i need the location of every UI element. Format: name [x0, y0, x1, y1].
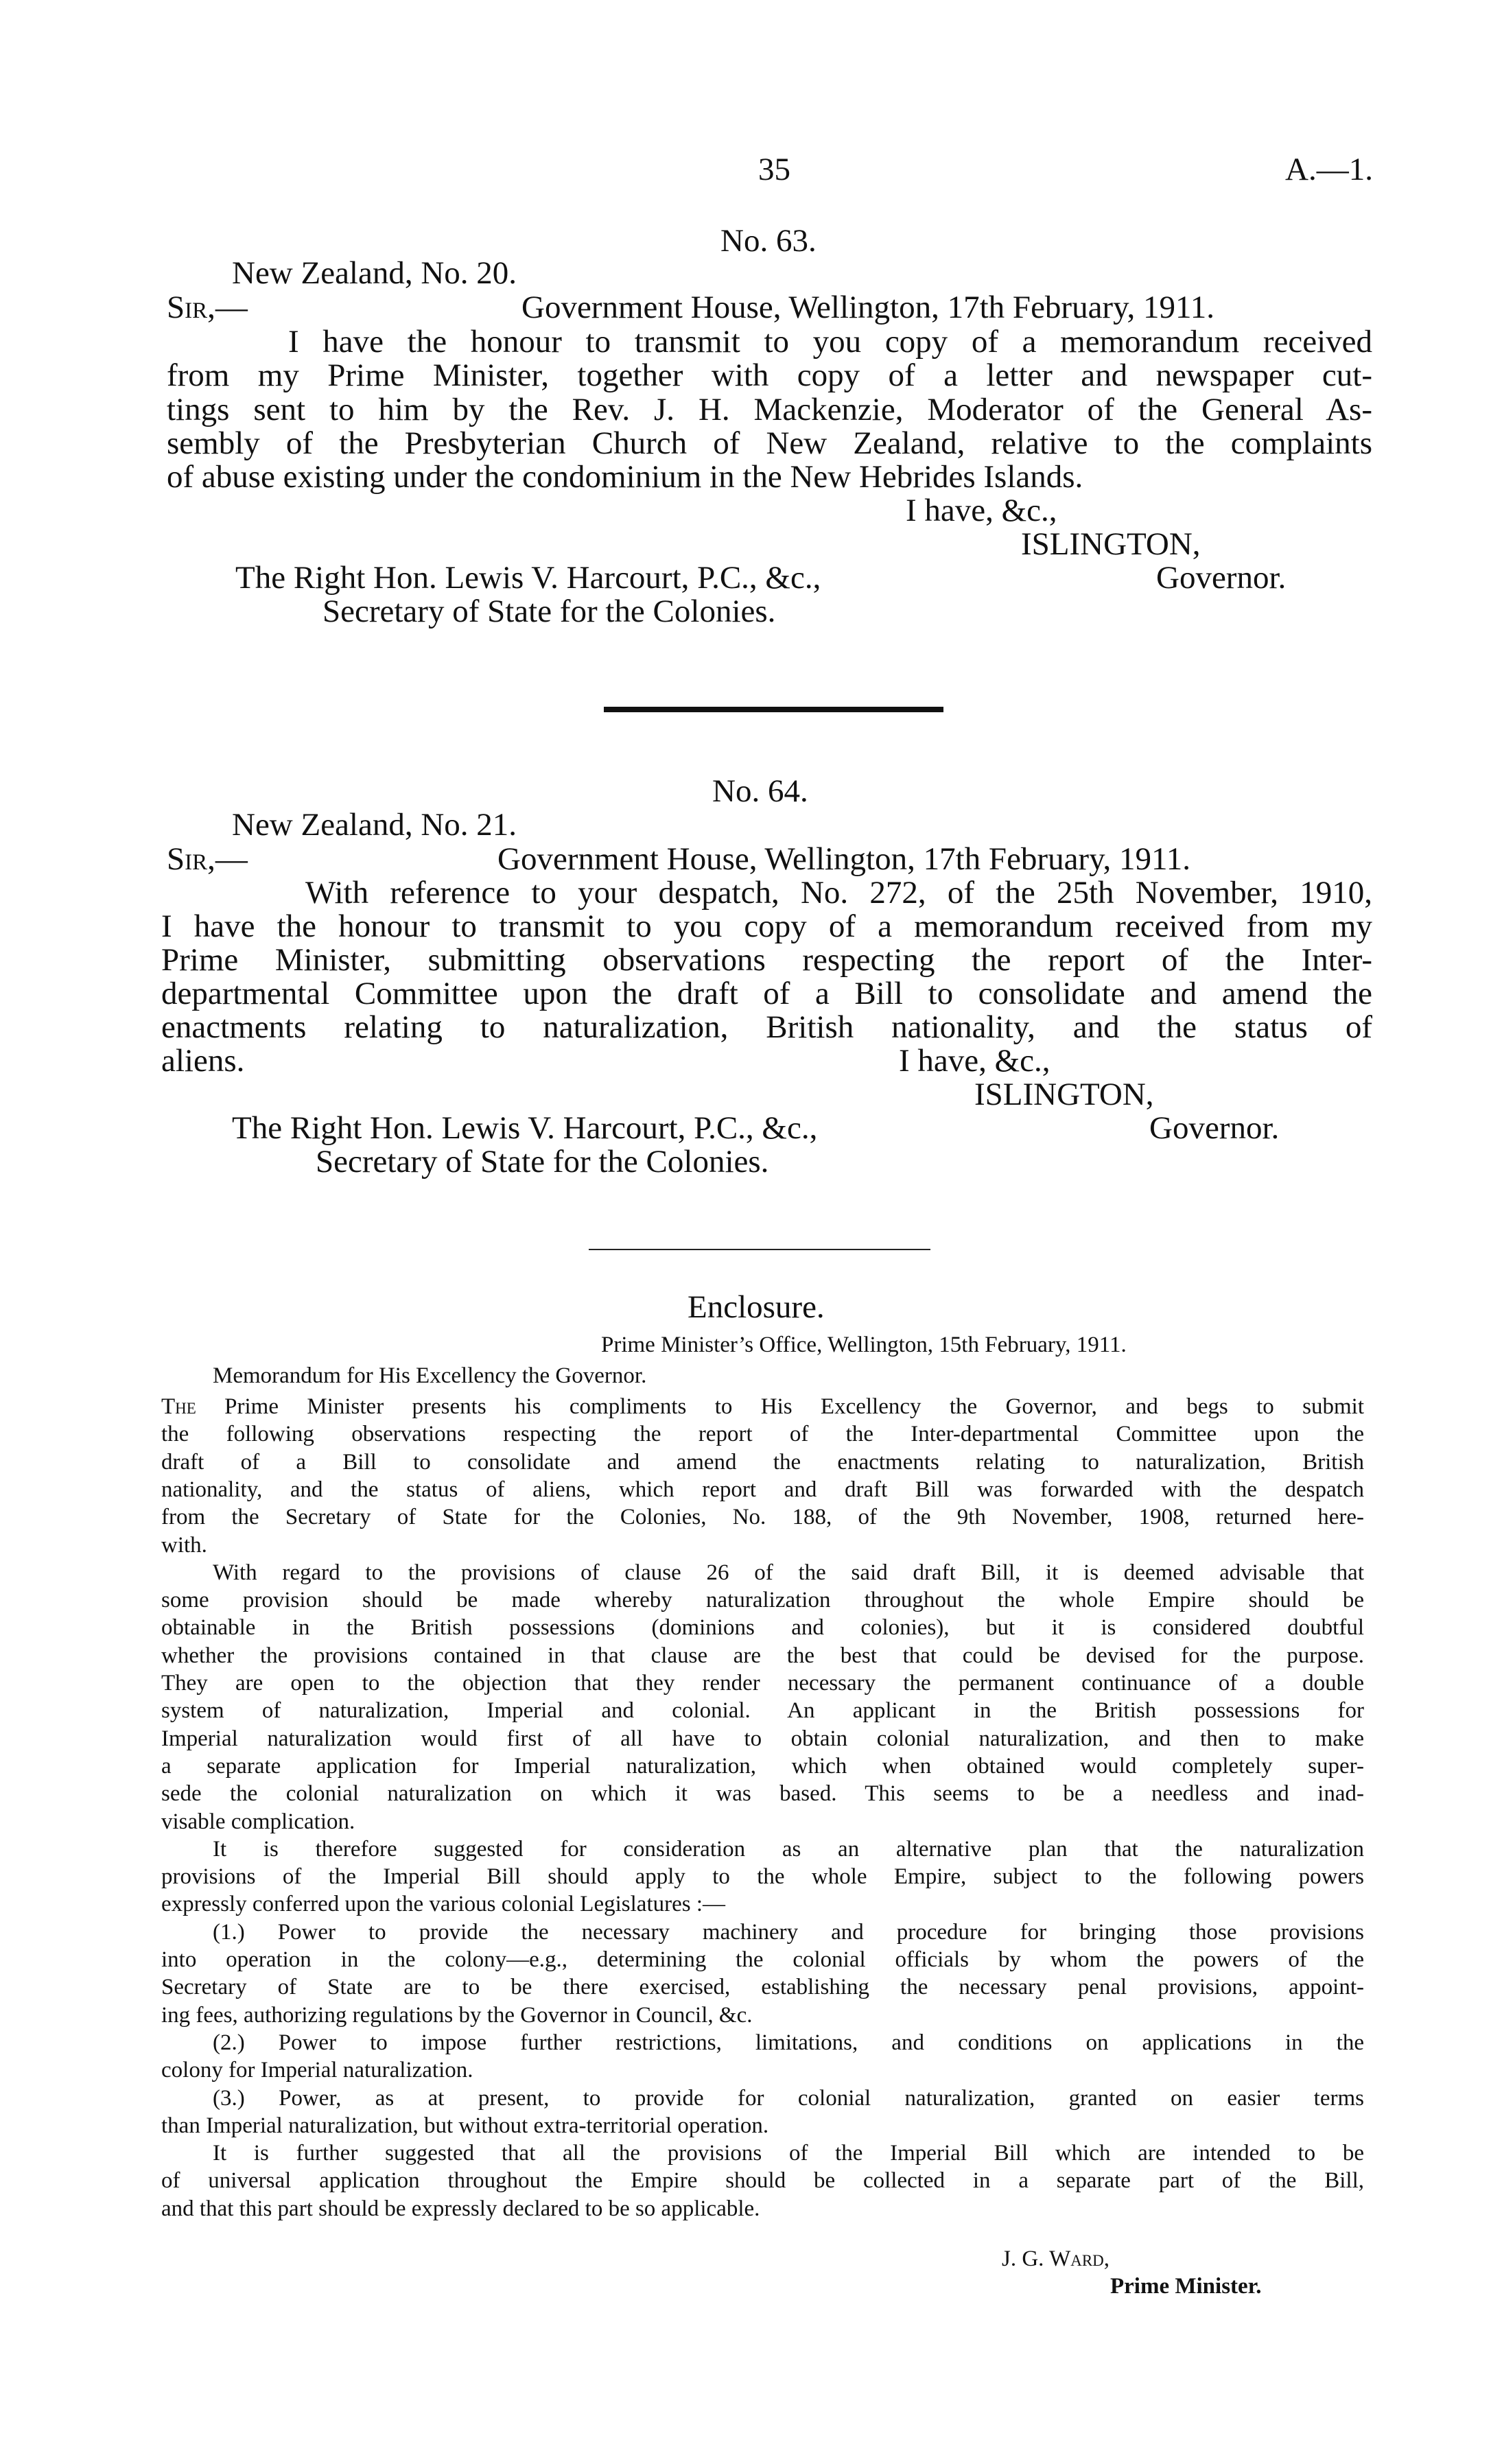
- memo-line: Imperial naturalization would first of all have to obtain colonial naturalization, and then to make: [161, 1726, 1364, 1751]
- body-line: sembly of the Presbyterian Church of New Zealand, relative to the complaints: [167, 425, 1372, 461]
- memo-line: into operation in the colony—e.g., determining the colonial officials by whom the powers of the: [161, 1947, 1364, 1972]
- memo-title: Memorandum for His Excellency the Governor.: [213, 1363, 647, 1388]
- memo-line: provisions of the Imperial Bill should apply to the whole Empire, subject to the following powers: [161, 1864, 1364, 1889]
- body-line: I have the honour to transmit to you copy of a memorandum received: [288, 324, 1372, 360]
- body-line: With reference to your despatch, No. 272, of the 25th November, 1910,: [305, 875, 1372, 911]
- section-divider: [589, 1249, 930, 1250]
- memo-line: with.: [161, 1533, 207, 1558]
- memo-line: than Imperial naturalization, but without extra-territorial operation.: [161, 2113, 769, 2138]
- address-date: Government House, Wellington, 17th February, 1911.: [497, 841, 1191, 877]
- memo-line: and that this part should be expressly declared to be so applicable.: [161, 2196, 760, 2221]
- signature: J. G. Ward,: [1002, 2246, 1110, 2271]
- memo-line: (1.) Power to provide the necessary machinery and procedure for bringing those provisions: [213, 1920, 1364, 1945]
- memo-line: draft of a Bill to consolidate and amend the enactments relating to naturalization, British: [161, 1450, 1364, 1475]
- letter-number: No. 63.: [720, 223, 817, 259]
- memo-line: whether the provisions contained in that clause are the best that could be devised for the purpose.: [161, 1643, 1364, 1668]
- page-number: 35: [758, 152, 790, 187]
- closing: I have, &c.,: [906, 493, 1057, 528]
- body-line: from my Prime Minister, together with copy of a letter and newspaper cut-: [167, 357, 1372, 393]
- signature-title: Governor.: [1149, 1110, 1280, 1146]
- memo-line: from the Secretary of State for the Colonies, No. 188, of the 9th November, 1908, returned here-: [161, 1505, 1364, 1529]
- memo-line: some provision should be made whereby naturalization throughout the whole Empire should be: [161, 1588, 1364, 1612]
- body-line: I have the honour to transmit to you copy of a memorandum received from my: [161, 908, 1372, 944]
- memo-line: of universal application throughout the Empire should be collected in a separate part of the Bill,: [161, 2168, 1364, 2193]
- memo-line: They are open to the objection that they render necessary the permanent continuance of a double: [161, 1671, 1364, 1696]
- memo-line: visable complication.: [161, 1809, 355, 1834]
- memo-line: obtainable in the British possessions (dominions and colonies), but it is considered doubtful: [161, 1615, 1364, 1640]
- body-line: tings sent to him by the Rev. J. H. Mackenzie, Moderator of the General As-: [167, 392, 1372, 427]
- memo-line: sede the colonial naturalization on which it was based. This seems to be a needless and inad-: [161, 1781, 1364, 1806]
- letter-number: No. 64.: [712, 773, 808, 809]
- addressee: The Right Hon. Lewis V. Harcourt, P.C., &c.,: [232, 1110, 818, 1146]
- memo-line: With regard to the provisions of clause 26 of the said draft Bill, it is deemed advisable that: [213, 1560, 1364, 1585]
- addressee-office: Secretary of State for the Colonies.: [316, 1144, 769, 1180]
- memo-line: (3.) Power, as at present, to provide for colonial naturalization, granted on easier terms: [213, 2086, 1364, 2111]
- memo-line: (2.) Power to impose further restrictions, limitations, and conditions on applications in the: [213, 2030, 1364, 2055]
- section-divider: [604, 707, 943, 712]
- paper-reference: A.—1.: [1285, 152, 1373, 187]
- memo-line: It is further suggested that all the provisions of the Imperial Bill which are intended to be: [213, 2141, 1364, 2166]
- signature: ISLINGTON,: [1021, 526, 1201, 562]
- memo-line: It is therefore suggested for consideration as an alternative plan that the naturalization: [213, 1837, 1364, 1862]
- memo-line: expressly conferred upon the various colonial Legislatures :—: [161, 1892, 726, 1916]
- letter-origin: New Zealand, No. 20.: [232, 255, 517, 291]
- signature-title: Governor.: [1156, 560, 1287, 596]
- salutation: Sir,—: [167, 841, 248, 877]
- memo-line: a separate application for Imperial naturalization, which when obtained would completely super-: [161, 1754, 1364, 1779]
- salutation: Sir,—: [167, 290, 248, 325]
- signature-title: Prime Minister.: [1110, 2274, 1262, 2299]
- memo-line: Secretary of State are to be there exercised, establishing the necessary penal provisions, appoint-: [161, 1975, 1364, 1999]
- enclosure-heading: Enclosure.: [688, 1289, 825, 1325]
- memo-line: ing fees, authorizing regulations by the Governor in Council, &c.: [161, 2003, 753, 2028]
- body-line: aliens.: [161, 1043, 245, 1079]
- memo-line: system of naturalization, Imperial and colonial. An applicant in the British possessions for: [161, 1698, 1364, 1723]
- addressee-office: Secretary of State for the Colonies.: [322, 594, 776, 629]
- address-date: Government House, Wellington, 17th February, 1911.: [521, 290, 1215, 325]
- signature: ISLINGTON,: [974, 1077, 1154, 1112]
- memo-line: nationality, and the status of aliens, which report and draft Bill was forwarded with the despatch: [161, 1477, 1364, 1502]
- body-line: Prime Minister, submitting observations respecting the report of the Inter-: [161, 942, 1372, 978]
- enclosure-origin-date: Prime Minister’s Office, Wellington, 15th February, 1911.: [601, 1333, 1127, 1357]
- addressee: The Right Hon. Lewis V. Harcourt, P.C., &c.,: [235, 560, 821, 596]
- body-line: of abuse existing under the condominium in the New Hebrides Islands.: [167, 459, 1083, 495]
- body-line: enactments relating to naturalization, British nationality, and the status of: [161, 1009, 1372, 1045]
- body-line: departmental Committee upon the draft of a Bill to consolidate and amend the: [161, 976, 1372, 1011]
- letter-origin: New Zealand, No. 21.: [232, 807, 517, 843]
- memo-line: The Prime Minister presents his compliments to His Excellency the Governor, and begs to submit: [161, 1394, 1364, 1419]
- memo-line: the following observations respecting the report of the Inter-departmental Committee upon the: [161, 1422, 1364, 1446]
- memo-line: colony for Imperial naturalization.: [161, 2058, 473, 2082]
- closing: I have, &c.,: [899, 1043, 1050, 1079]
